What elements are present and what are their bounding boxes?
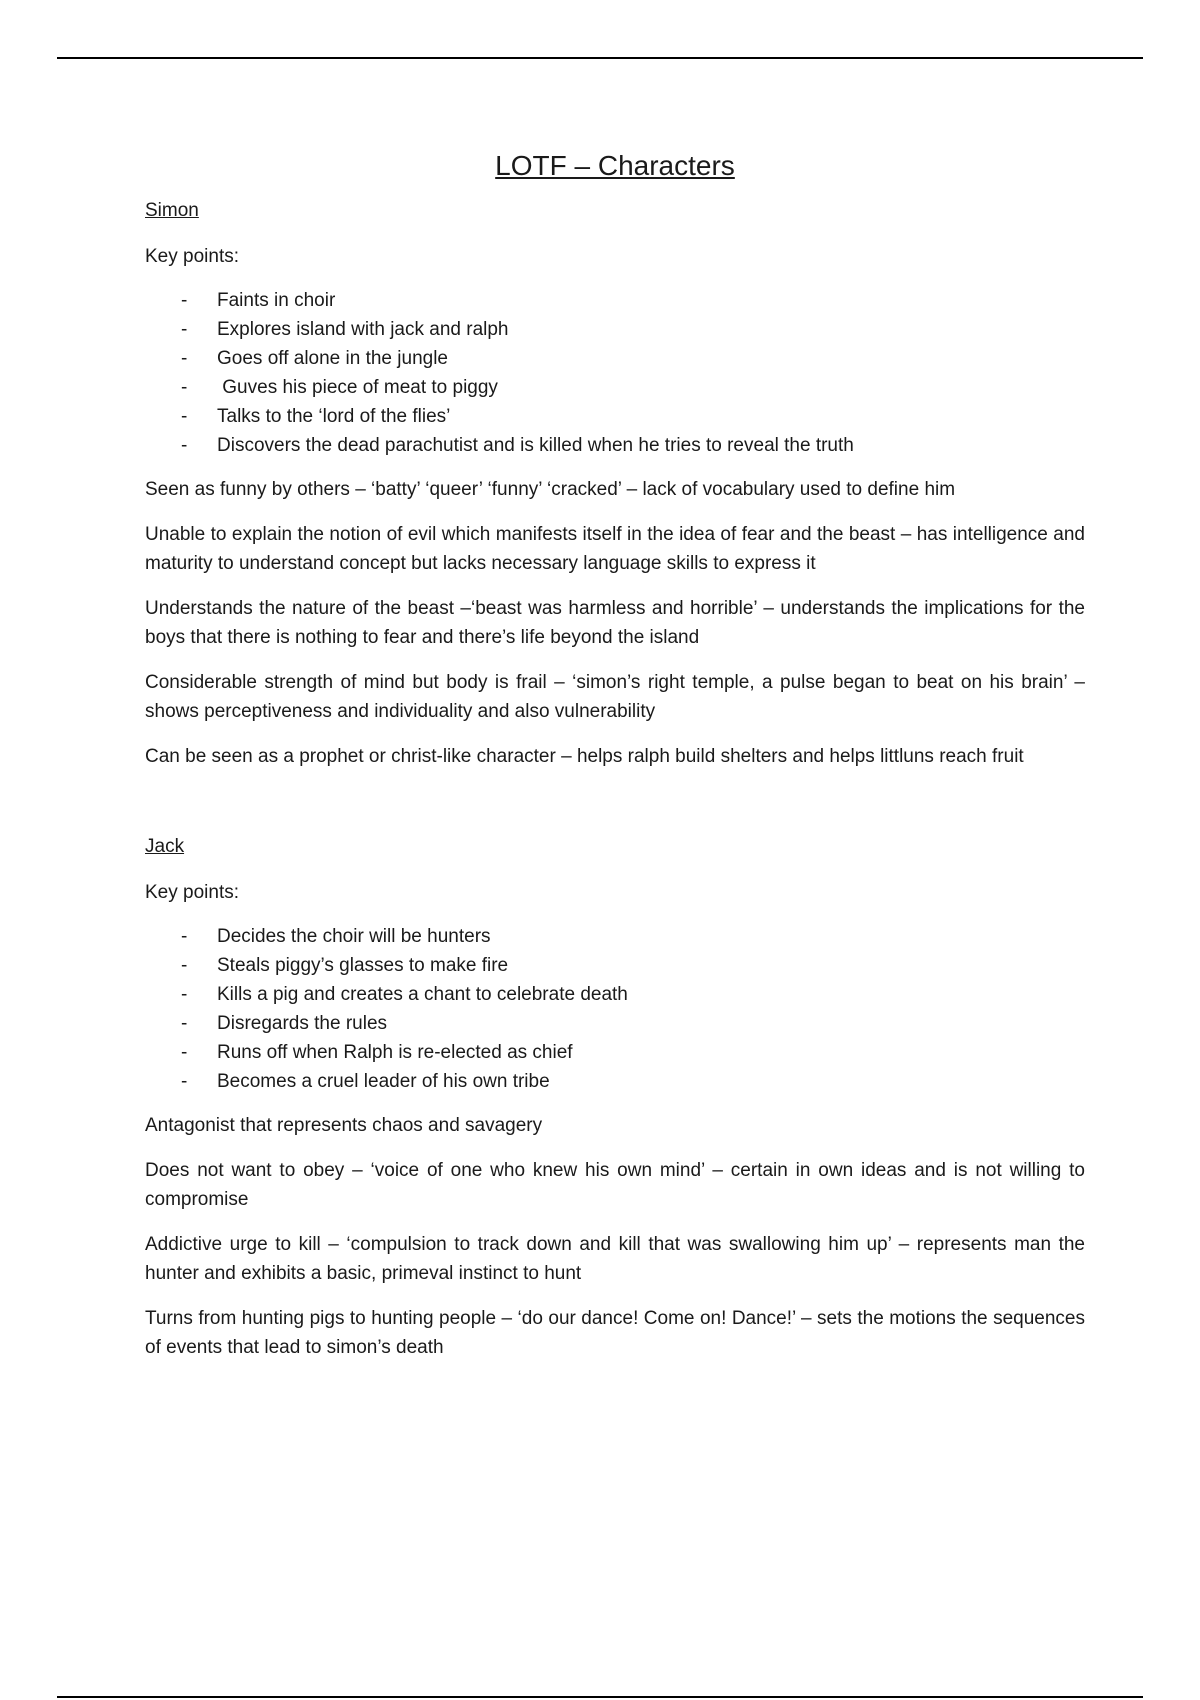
paragraph: Does not want to obey – ‘voice of one who knew his own mind’ – certain in own ideas and is not willing to compromise [145, 1160, 1085, 1210]
bullet-dash: - [181, 290, 188, 311]
key-points-list [145, 286, 1085, 460]
bullet-dash: - [181, 1042, 188, 1063]
list-item: - Goes off alone in the jungle [145, 344, 1085, 373]
bullet-dash: - [181, 377, 188, 398]
bullet-dash: - [181, 319, 188, 340]
list-item: - Steals piggy’s glasses to make fire [145, 951, 1085, 980]
bullet-dash: - [181, 406, 188, 427]
list-item: - Guves his piece of meat to piggy [145, 373, 1085, 402]
key-points-label: Key points: [145, 246, 239, 267]
page-title: LOTF – Characters [495, 150, 735, 181]
bullet-dash: - [181, 435, 188, 456]
paragraph: Understands the nature of the beast –‘beast was harmless and horrible’ – understands the implications for the boys that there is nothing to fear and there’s life beyond the island [145, 598, 1085, 648]
list-item: - Faints in choir [145, 286, 1085, 315]
section-spacer [145, 787, 1085, 832]
key-points-list [145, 922, 1085, 1096]
list-item: - Disregards the rules [145, 1009, 1085, 1038]
paragraph: Unable to explain the notion of evil which manifests itself in the idea of fear and the beast – has intelligence and maturity to understand concept but lacks necessary language skills to express it [145, 524, 1085, 574]
section-heading: Simon [145, 200, 199, 221]
key-points-label: Key points: [145, 882, 239, 903]
bullet-dash: - [181, 955, 188, 976]
paragraph: Considerable strength of mind but body is frail – ‘simon’s right temple, a pulse began to beat on his brain’ – shows perceptiveness and individuality and also vulnerability [145, 672, 1085, 722]
section-heading: Jack [145, 836, 185, 857]
list-item: - Becomes a cruel leader of his own tribe [145, 1067, 1085, 1096]
bullet-dash: - [181, 984, 188, 1005]
list-item: - Decides the choir will be hunters [145, 922, 1085, 951]
paragraph: Can be seen as a prophet or christ-like character – helps ralph build shelters and helps littluns reach fruit [145, 746, 1024, 767]
bullet-dash: - [181, 1071, 188, 1092]
list-item: - Runs off when Ralph is re-elected as chief [145, 1038, 1085, 1067]
section-simon [145, 196, 1085, 771]
list-item: - Discovers the dead parachutist and is killed when he tries to reveal the truth [145, 431, 1085, 460]
paragraph: Seen as funny by others – ‘batty’ ‘queer’ ‘funny’ ‘cracked’ – lack of vocabulary used to define him [145, 479, 956, 500]
bullet-dash: - [181, 1013, 188, 1034]
list-item: - Kills a pig and creates a chant to celebrate death [145, 980, 1085, 1009]
paragraph: Antagonist that represents chaos and savagery [145, 1115, 543, 1136]
bullet-dash: - [181, 348, 188, 369]
list-item: - Talks to the ‘lord of the flies’ [145, 402, 1085, 431]
bullet-dash: - [181, 926, 188, 947]
paragraph: Addictive urge to kill – ‘compulsion to track down and kill that was swallowing him up’ – represents man the hunter and exhibits a basic, primeval instinct to hunt [145, 1234, 1085, 1284]
header-rule [57, 57, 1143, 59]
list-item: - Explores island with jack and ralph [145, 315, 1085, 344]
paragraph: Turns from hunting pigs to hunting people – ‘do our dance! Come on! Dance!’ – sets the motions the sequences of events that lead to simon’s death [145, 1308, 1085, 1358]
section-jack [145, 832, 1085, 1362]
document-body [145, 146, 1085, 1378]
footer-rule [57, 1696, 1143, 1698]
